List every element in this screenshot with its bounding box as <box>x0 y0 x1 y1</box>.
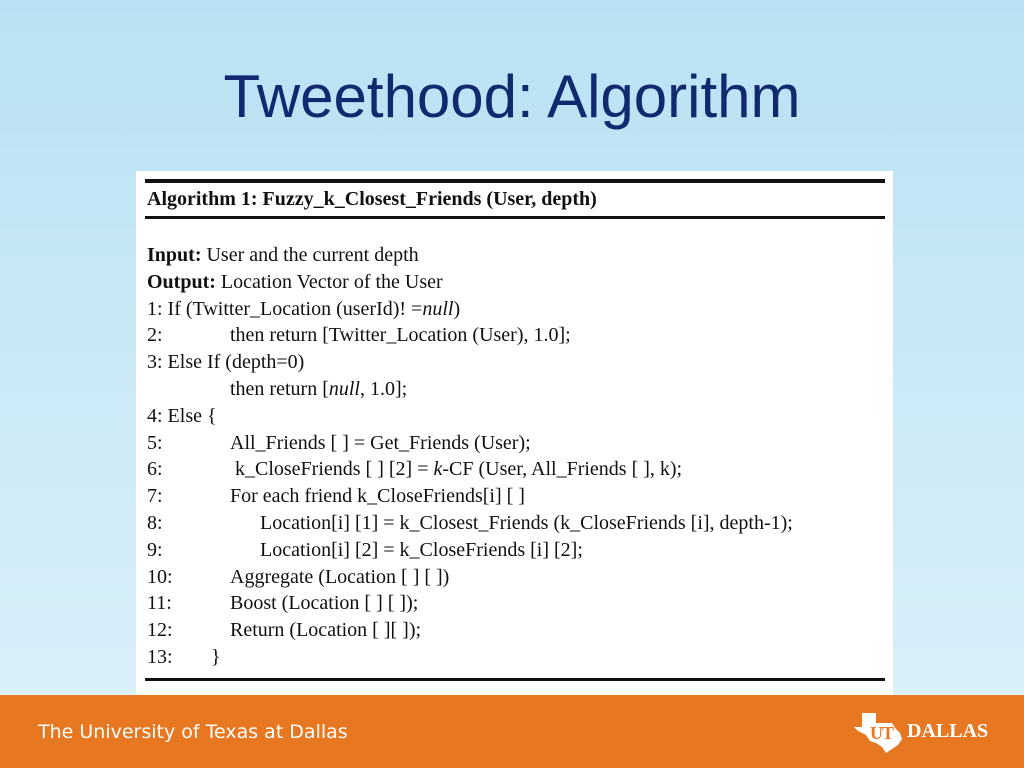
slide-title: Tweethood: Algorithm <box>223 63 801 130</box>
line-12-number: 12: <box>147 619 173 642</box>
algo-line-12 <box>147 617 793 644</box>
input-line <box>147 242 793 269</box>
algo-line-9 <box>147 537 793 564</box>
line-3b-text: then return [ <box>230 377 329 400</box>
algo-line-13 <box>147 644 793 671</box>
line-2-number: 2: <box>147 324 163 347</box>
input-text: User and the current depth <box>201 244 419 266</box>
line-11-text: Boost (Location [ ] [ ]); <box>230 592 419 615</box>
line-8-text: Location[i] [1] = k_Closest_Friends (k_CloseFriends [i], depth-1); <box>260 511 793 534</box>
algorithm-heading: Algorithm 1: Fuzzy_k_Closest_Friends (User, depth) <box>147 188 597 210</box>
footer-bar <box>0 695 1024 768</box>
algo-line-6 <box>147 456 793 483</box>
output-line <box>147 269 793 296</box>
line-6-number: 6: <box>147 458 163 481</box>
algo-line-11 <box>147 590 793 617</box>
line-5-text: All_Friends [ ] = Get_Friends (User); <box>230 431 531 454</box>
line-4-text: 4: Else { <box>147 404 217 427</box>
bottom-rule <box>145 678 885 681</box>
line-10-text: Aggregate (Location [ ] [ ]) <box>230 565 450 588</box>
algo-line-5 <box>147 430 793 457</box>
algo-line-10 <box>147 564 793 591</box>
line-1-text: 1: If (Twitter_Location (userId)! = <box>147 297 423 320</box>
line-13-number: 13: <box>147 645 173 668</box>
line-9-text: Location[i] [2] = k_CloseFriends [i] [2]; <box>260 538 583 561</box>
line-1-rest: ) <box>453 297 461 320</box>
algo-line-8 <box>147 510 793 537</box>
top-rule <box>145 179 885 183</box>
line-9-number: 9: <box>147 538 163 561</box>
algo-line-7 <box>147 483 793 510</box>
university-name: The University of Texas at Dallas <box>38 721 348 743</box>
line-3b-italic: null <box>328 377 360 400</box>
line-7-number: 7: <box>147 485 163 508</box>
algo-line-4 <box>147 403 793 430</box>
heading-rule <box>145 216 885 219</box>
algo-line-3b <box>147 376 793 403</box>
logo-ut-text: UT <box>870 723 894 743</box>
line-1-italic: null <box>422 297 454 320</box>
algorithm-body <box>147 242 793 671</box>
line-11-number: 11: <box>147 592 172 615</box>
algorithm-box <box>136 171 893 696</box>
line-13-text: } <box>211 645 221 668</box>
output-text: Location Vector of the User <box>215 270 443 293</box>
line-6-text: k_CloseFriends [ ] [2] = <box>230 458 434 481</box>
algo-line-3 <box>147 349 793 376</box>
input-label: Input: <box>147 244 202 266</box>
line-8-number: 8: <box>147 511 163 534</box>
line-5-number: 5: <box>147 431 163 454</box>
line-3b-rest: , 1.0]; <box>359 377 408 400</box>
line-6-italic: k <box>433 458 443 481</box>
logo-dallas-text: DALLAS <box>907 720 989 742</box>
line-2-text: then return [Twitter_Location (User), 1.0]; <box>230 324 571 347</box>
line-12-text: Return (Location [ ][ ]); <box>230 619 422 642</box>
line-6-rest: -CF (User, All_Friends [ ], k); <box>442 458 683 481</box>
line-10-number: 10: <box>147 565 173 588</box>
line-7-text: For each friend k_CloseFriends[i] [ ] <box>230 485 525 508</box>
algo-line-2 <box>147 322 793 349</box>
output-label: Output: <box>147 270 216 293</box>
algo-line-1 <box>147 296 793 323</box>
utd-logo <box>852 709 992 753</box>
line-3-text: 3: Else If (depth=0) <box>147 351 305 374</box>
